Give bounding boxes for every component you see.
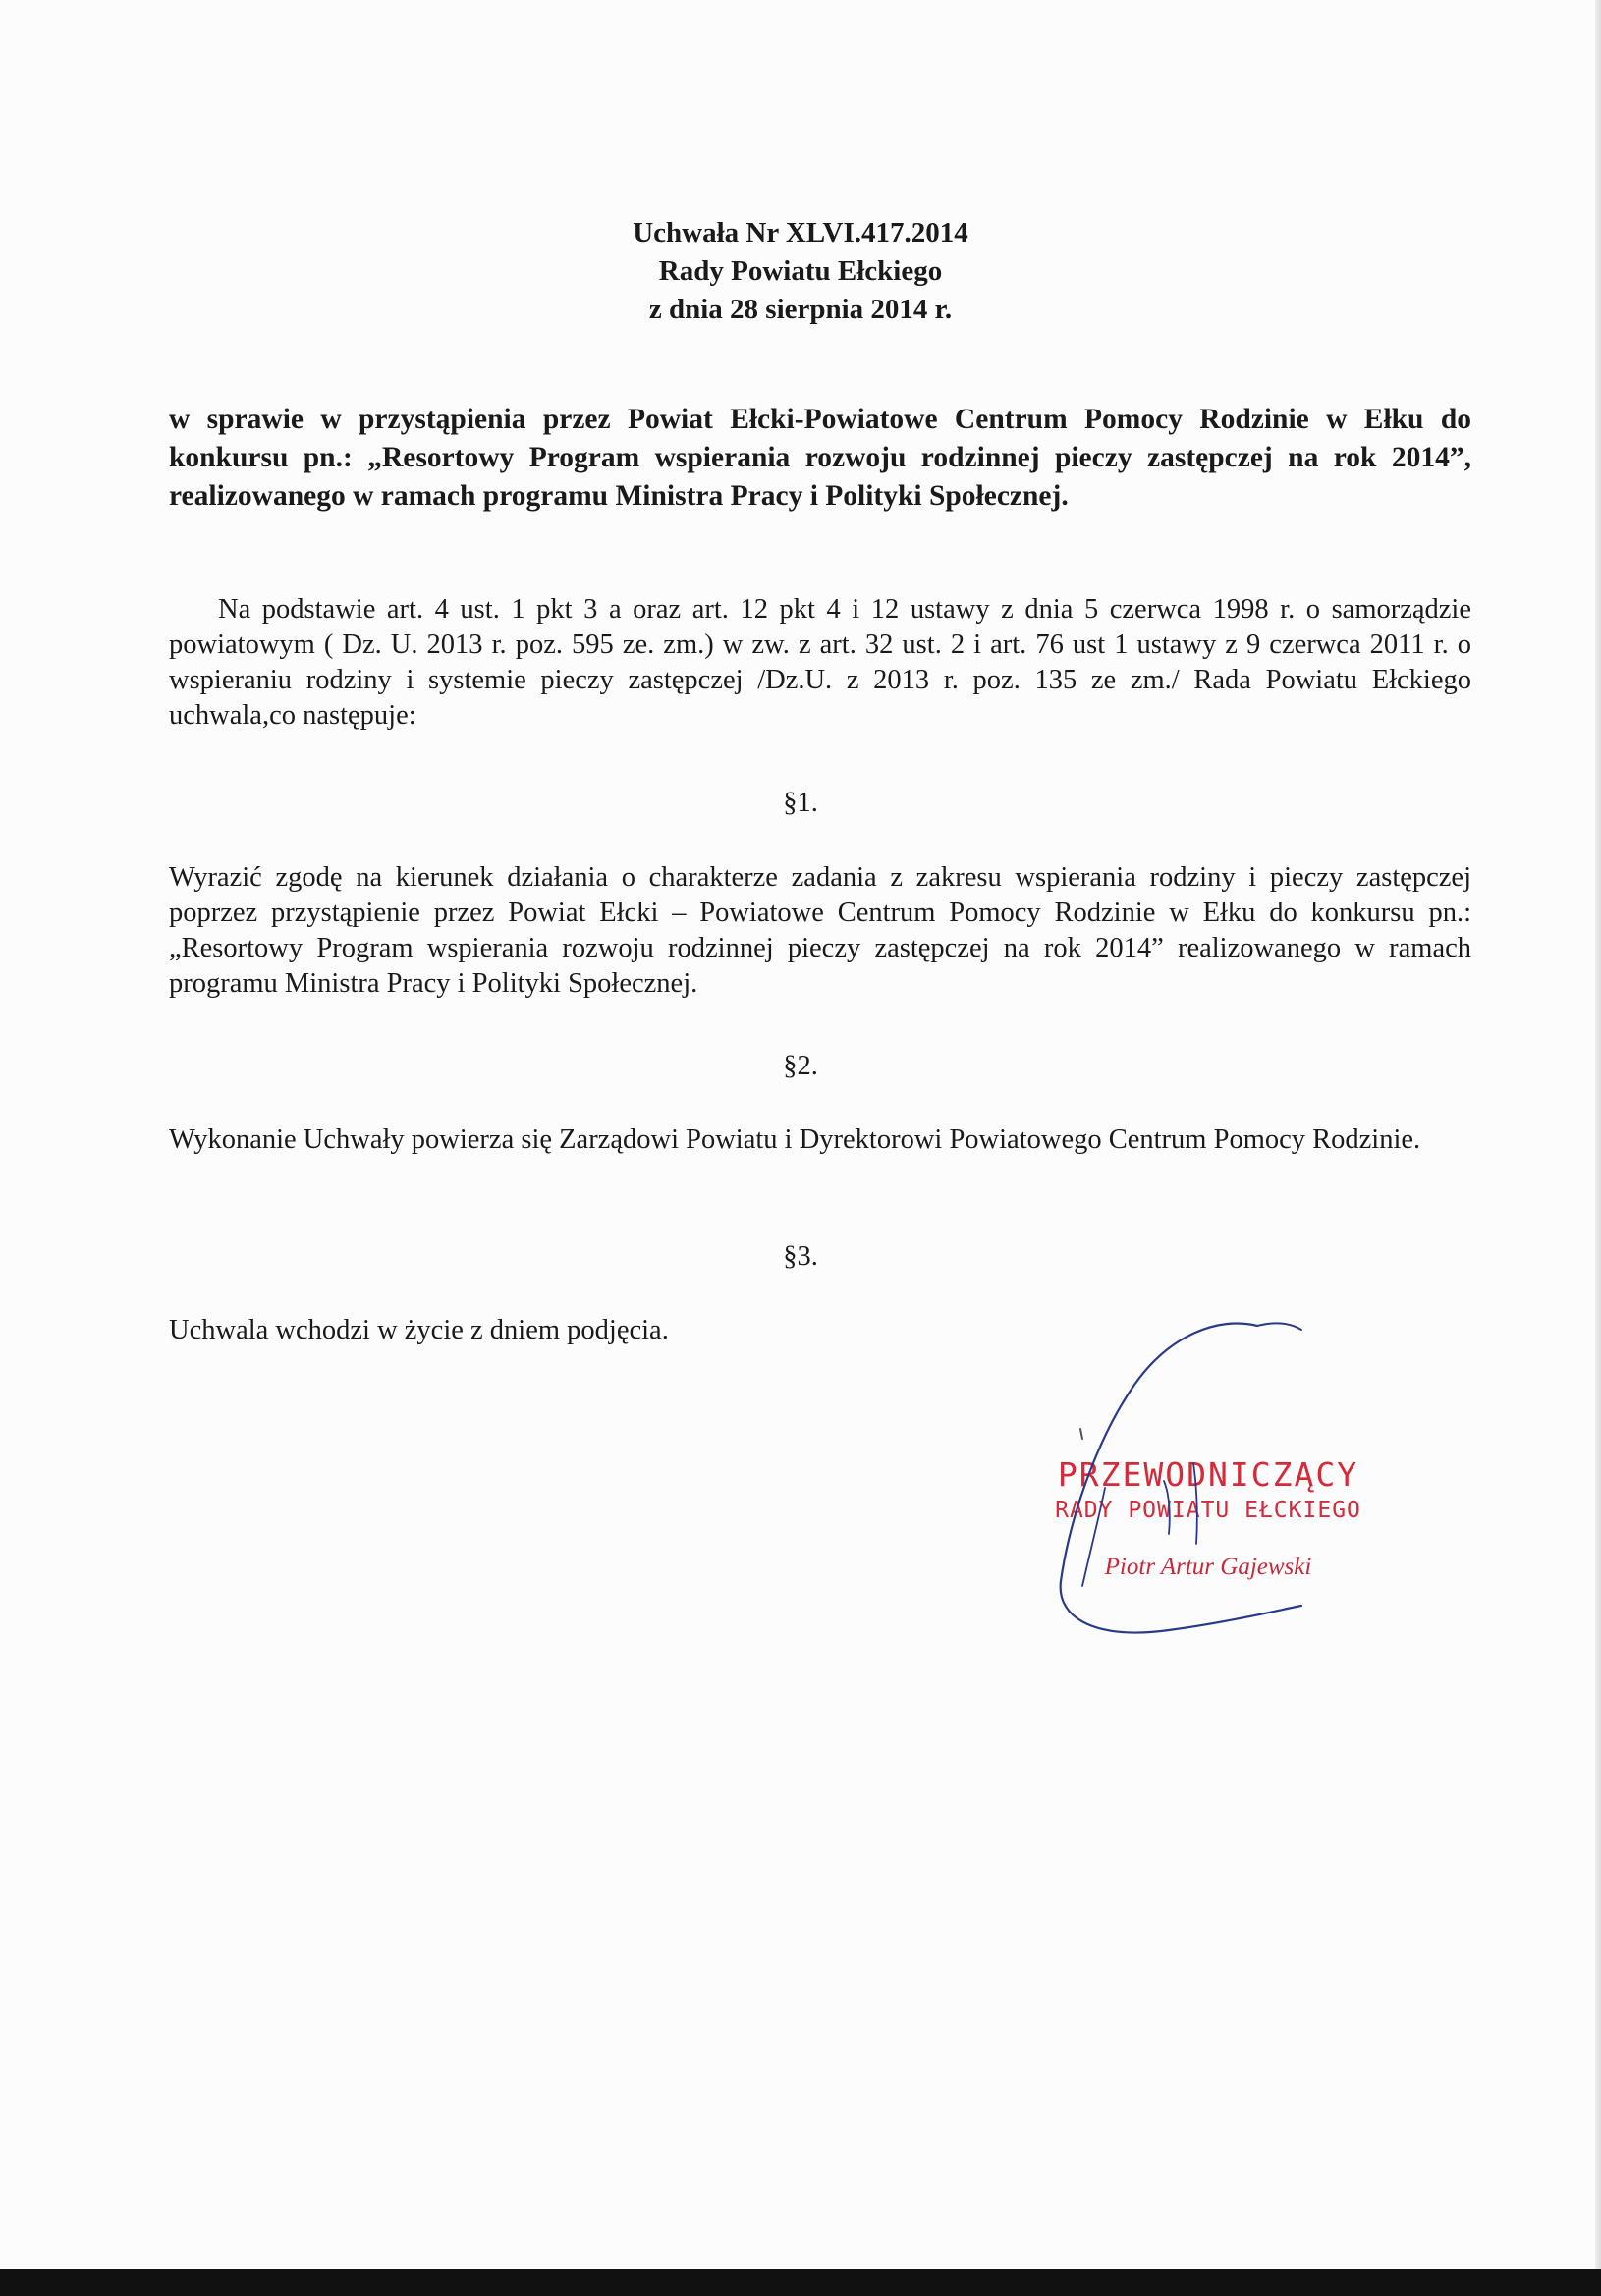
stamp-council: RADY POWIATU EŁCKIEGO	[1055, 1498, 1361, 1523]
legal-basis-paragraph: Na podstawie art. 4 ust. 1 pkt 3 a oraz art. 12 pkt 4 i 12 ustawy z dnia 5 czerwca 1998 r. o samorządzie powiatowym ( Dz. U. 2013 r. poz. 595 ze. zm.) w zw. z art. 32 ust. 2 i art. 76 ust 1 ustawy z 9 czerwca 2011 r. o wspieraniu rodziny i systemie pieczy zastępczej /Dz.U. z 2013 r. poz. 135 ze zm./ Rada Powiatu Ełckiego uchwala,co następuje:	[169, 594, 1471, 731]
handwritten-signature	[1021, 1316, 1316, 1650]
section-1-text: Wyrazić zgodę na kierunek działania o charakterze zadania z zakresu wspierania rodziny i pieczy zastępczej poprzez przystąpienie przez Powiat Ełcki – Powiatowe Centrum Pomocy Rodzinie w Ełku do konkursu pn.: „Resortowy Program wspierania rozwoju rodzinnej pieczy zastępczej na rok 2014” realizowanego w ramach programu Ministra Pracy i Polityki Społecznej.	[169, 862, 1471, 999]
section-3-mark: §3.	[783, 1241, 818, 1272]
resolution-header	[0, 214, 1601, 329]
resolution-subject: w sprawie w przystąpienia przez Powiat Ełcki-Powiatowe Centrum Pomocy Rodzinie w Ełku do konkursu pn.: „Resortowy Program wspierania rozwoju rodzinnej pieczy zastępczej na rok 2014”, realizowanego w ramach programu Ministra Pracy i Polityki Społecznej.	[169, 404, 1471, 512]
council-name: Rady Powiatu Ełckiego	[658, 255, 943, 287]
stamp-person-name: Piotr Artur Gajewski	[1104, 1554, 1312, 1580]
stamp-title: PRZEWODNICZĄCY	[1057, 1455, 1359, 1494]
resolution-number: Uchwała Nr XLVI.417.2014	[633, 217, 968, 248]
resolution-date: z dnia 28 sierpnia 2014 r.	[648, 294, 953, 325]
section-1-mark: §1.	[783, 788, 818, 818]
section-2-text: Wykonanie Uchwały powierza się Zarządowi Powiatu i Dyrektorowi Powiatowego Centrum Pomocy Rodzinie.	[169, 1124, 1421, 1155]
section-2-mark: §2.	[783, 1051, 818, 1081]
scan-edge-right	[1595, 0, 1601, 2269]
section-3-text: Uchwala wchodzi w życie z dniem podjęcia.	[169, 1315, 669, 1345]
scan-edge-bottom	[0, 2269, 1601, 2296]
